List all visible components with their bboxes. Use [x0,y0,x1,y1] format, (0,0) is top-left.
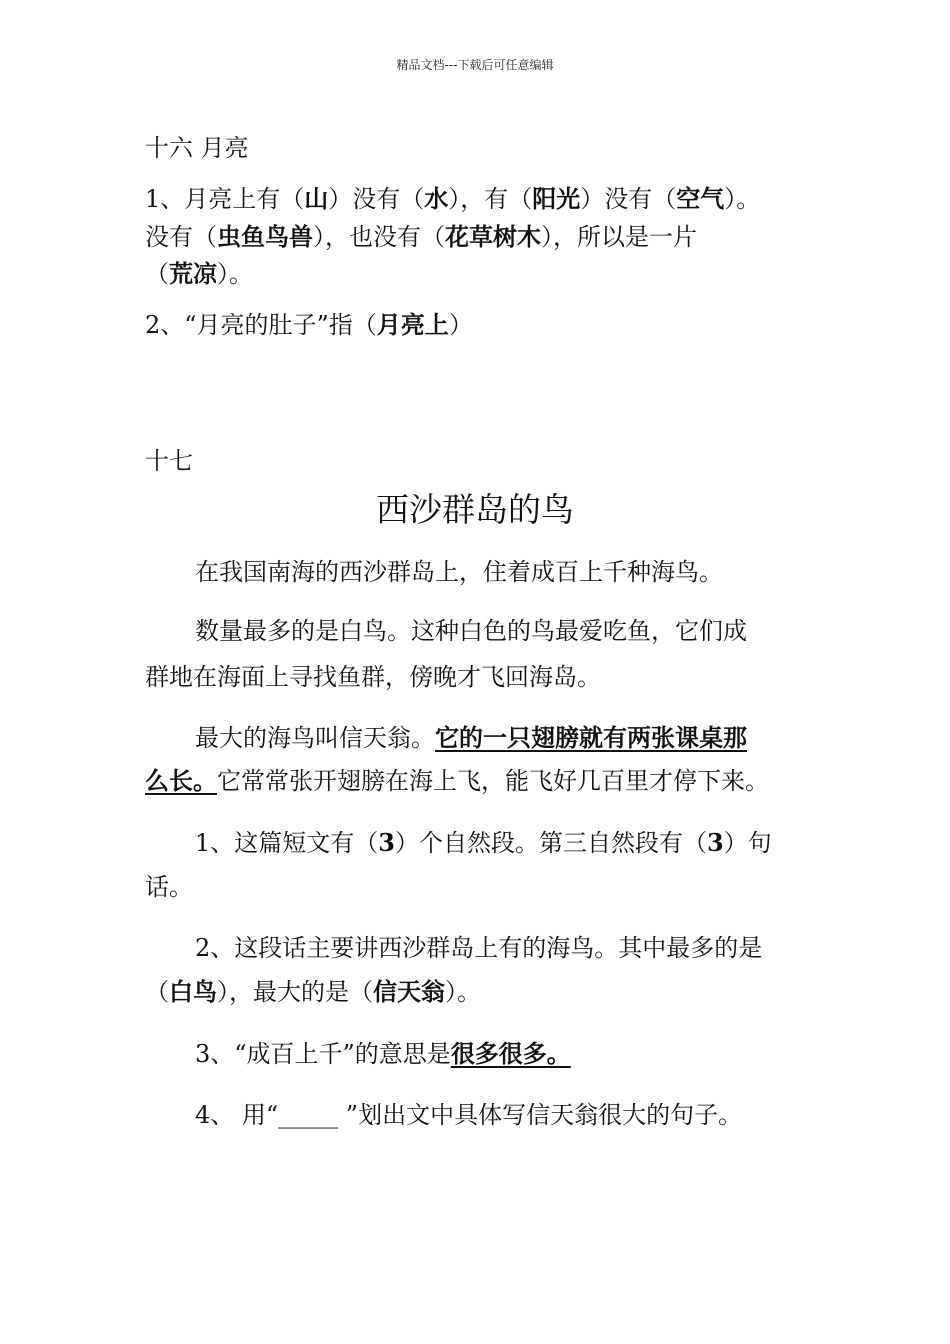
text-run: ） [448,311,473,339]
text-run: ）个自然段。第三自然段有（ [394,829,707,857]
answer: 白鸟 [169,977,217,1006]
answer: 水 [424,184,449,213]
sec17-q1-line1 [195,828,772,858]
answer: 花草树木 [445,222,541,251]
sec17-q1-line2: 话。 [145,873,193,901]
text-run: ）。 [217,260,253,288]
passage-paragraph-2-line1: 数量最多的是白鸟。这种白色的鸟最爱吃鱼，它们成 [195,617,747,645]
text-run: ）没有（ [580,185,677,213]
text-run: ）句 [723,829,772,857]
text-run: ）。 [445,978,481,1006]
text-run: 3、“成百上千”的意思是 [195,1040,451,1068]
section-16-heading: 十六 月亮 [145,134,249,162]
text-run: ），最大的是（ [217,978,373,1006]
answer: 月亮上 [376,310,449,339]
passage-paragraph-2-line2: 群地在海面上寻找鱼群，傍晚才飞回海岛。 [145,663,601,691]
answer: 山 [304,184,329,213]
answer: 阳光 [532,184,581,213]
sec16-q2 [145,310,473,340]
text-run: 1、这篇短文有（ [195,829,379,857]
text-run: ），有（ [448,185,533,213]
sec17-q4: 4、 用“_____ ”划出文中具体写信天翁很大的句子。 [195,1101,743,1129]
text-run: 1、月亮上有（ [145,185,305,213]
underlined-answer: 它的一只翅膀就有两张课桌那 [435,723,747,752]
answer: 空气 [676,184,725,213]
answer: 荒凉 [169,259,217,288]
sec16-q1-line1 [145,184,760,214]
sec16-q1-line2 [145,222,697,252]
text-run: ），所以是一片 [541,223,697,251]
page-header: 精品文档---下载后可任意编辑 [396,58,554,72]
underlined-answer: 么长。 [145,766,217,795]
text-run: （ [145,260,169,288]
text-run: 2、“月亮的肚子”指（ [145,311,377,339]
passage-paragraph-1: 在我国南海的西沙群岛上，住着成百上千种海鸟。 [195,558,723,586]
text-run: （ [145,978,169,1006]
passage-paragraph-3-line1 [195,723,747,753]
answer: 信天翁 [373,977,445,1006]
answer: 虫鱼鸟兽 [217,222,313,251]
text-run: ）。 [724,185,761,213]
section-17-heading: 十七 [145,447,193,475]
text-run: 最大的海鸟叫信天翁。 [195,724,435,752]
underlined-answer: 很多很多。 [450,1039,571,1068]
text-run: ），也没有（ [313,223,445,251]
sec17-q2-line1: 2、这段话主要讲西沙群岛上有的海鸟。其中最多的是 [195,934,763,962]
answer: 3 [706,828,724,857]
sec16-q1-line3 [145,259,253,289]
sec17-q2-line2 [145,977,481,1007]
text-run: ）没有（ [328,185,425,213]
answer: 3 [378,828,395,857]
text-run: 它常常张开翅膀在海上飞，能飞好几百里才停下来。 [217,767,769,795]
passage-paragraph-3-line2 [145,766,769,796]
sec17-q3 [195,1039,571,1069]
passage-title: 西沙群岛的鸟 [376,490,574,529]
text-run: 没有（ [145,223,217,251]
